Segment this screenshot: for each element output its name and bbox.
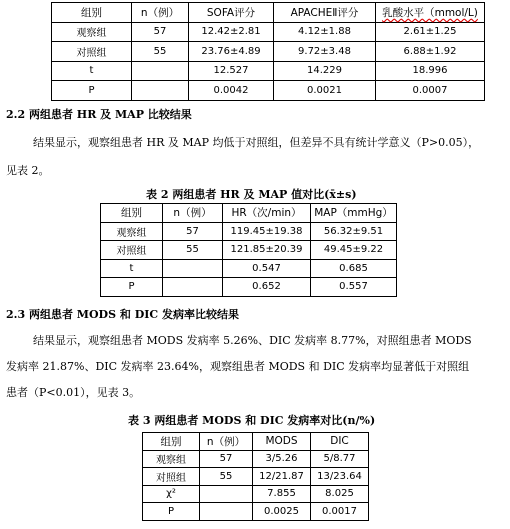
- table-cell: 55: [163, 241, 223, 260]
- table-row: [143, 450, 369, 468]
- paragraph-2-2-line-2: 见表 2。: [6, 164, 50, 177]
- table-cell: 49.45±9.22: [311, 241, 397, 260]
- table-row: [52, 22, 485, 42]
- table-cell: 观察组: [101, 222, 163, 241]
- table-3: [142, 432, 369, 521]
- table-cell: 0.0007: [376, 81, 485, 101]
- table-row: [101, 259, 397, 278]
- table-cell: 55: [132, 42, 189, 62]
- header-cell: MODS: [253, 433, 311, 451]
- table-cell: 12.42±2.81: [189, 22, 274, 42]
- table-cell: 对照组: [101, 241, 163, 260]
- table-cell: t: [52, 61, 132, 81]
- table-2: [100, 203, 397, 297]
- table-1: [51, 2, 485, 101]
- table-row: [143, 485, 369, 503]
- table-header-row: [52, 3, 485, 23]
- table-cell: 0.557: [311, 278, 397, 297]
- table-cell: 5/8.77: [311, 450, 369, 468]
- table-cell: χ²: [143, 485, 200, 503]
- table-cell: 13/23.64: [311, 468, 369, 486]
- table-cell: 0.0025: [253, 503, 311, 521]
- table-cell: 3/5.26: [253, 450, 311, 468]
- table-cell: 6.88±1.92: [376, 42, 485, 62]
- table-cell: P: [143, 503, 200, 521]
- table-cell: [163, 278, 223, 297]
- table-cell: 0.547: [223, 259, 311, 278]
- paragraph-2-3-line-1: 结果显示，观察组患者 MODS 发病率 5.26%、DIC 发病率 8.77%，对照组患者 MODS: [33, 334, 472, 347]
- header-cell: n（例）: [132, 3, 189, 23]
- header-cell: HR（次/min）: [223, 204, 311, 223]
- table-3-caption: 表 3 两组患者 MODS 和 DIC 发病率对比(n/%): [128, 414, 376, 427]
- header-cell: MAP（mmHg）: [311, 204, 397, 223]
- table-cell: t: [101, 259, 163, 278]
- table-row: [143, 503, 369, 521]
- table-cell: 0.0021: [274, 81, 376, 101]
- header-cell: APACHEⅡ评分: [274, 3, 376, 23]
- table-row: [52, 81, 485, 101]
- table-row: [101, 241, 397, 260]
- header-cell: n（例）: [200, 433, 253, 451]
- table-cell: 观察组: [52, 22, 132, 42]
- table-cell: [132, 61, 189, 81]
- paragraph-2-3-line-2: 发病率 21.87%、DIC 发病率 23.64%，观察组患者 MODS 和 DIC 发病率均显著低于对照组: [6, 360, 470, 373]
- table-row: [101, 222, 397, 241]
- table-cell: 0.685: [311, 259, 397, 278]
- table-cell: 57: [132, 22, 189, 42]
- header-cell: 组别: [101, 204, 163, 223]
- table-cell: 8.025: [311, 485, 369, 503]
- table-cell: 18.996: [376, 61, 485, 81]
- table-cell: [163, 259, 223, 278]
- table-cell: 119.45±19.38: [223, 222, 311, 241]
- header-cell: SOFA评分: [189, 3, 274, 23]
- table-cell: 23.76±4.89: [189, 42, 274, 62]
- table-cell: 9.72±3.48: [274, 42, 376, 62]
- table-cell: 12/21.87: [253, 468, 311, 486]
- table-cell: 12.527: [189, 61, 274, 81]
- table-cell: 4.12±1.88: [274, 22, 376, 42]
- header-cell: n（例）: [163, 204, 223, 223]
- table-cell: 2.61±1.25: [376, 22, 485, 42]
- table-row: [143, 468, 369, 486]
- table-cell: P: [101, 278, 163, 297]
- table-cell: 56.32±9.51: [311, 222, 397, 241]
- table-row: [101, 278, 397, 297]
- section-heading-2-2: 2.2 两组患者 HR 及 MAP 比较结果: [6, 108, 192, 121]
- paragraph-2-3-line-3: 患者（P<0.01），见表 3。: [6, 386, 141, 399]
- table-cell: 55: [200, 468, 253, 486]
- table-cell: [200, 485, 253, 503]
- table-cell: [200, 503, 253, 521]
- header-cell: DIC: [311, 433, 369, 451]
- table-cell: 对照组: [143, 468, 200, 486]
- table-row: [52, 42, 485, 62]
- table-cell: 57: [163, 222, 223, 241]
- table-2-caption: 表 2 两组患者 HR 及 MAP 值对比(x̄±s): [146, 188, 357, 201]
- table-cell: 14.229: [274, 61, 376, 81]
- table-cell: 0.0042: [189, 81, 274, 101]
- table-row: [52, 61, 485, 81]
- table-header-row: [143, 433, 369, 451]
- table-cell: 对照组: [52, 42, 132, 62]
- table-cell: 121.85±20.39: [223, 241, 311, 260]
- table-cell: 0.652: [223, 278, 311, 297]
- table-cell: P: [52, 81, 132, 101]
- header-cell-text: 乳酸水平（mmol/L): [382, 6, 478, 19]
- header-cell: [376, 3, 485, 23]
- table-cell: 观察组: [143, 450, 200, 468]
- table-cell: 0.0017: [311, 503, 369, 521]
- section-heading-2-3: 2.3 两组患者 MODS 和 DIC 发病率比较结果: [6, 308, 239, 321]
- table-cell: 57: [200, 450, 253, 468]
- table-header-row: [101, 204, 397, 223]
- table-cell: 7.855: [253, 485, 311, 503]
- header-cell: 组别: [52, 3, 132, 23]
- table-cell: [132, 81, 189, 101]
- paragraph-2-2-line-1: 结果显示，观察组患者 HR 及 MAP 均低于对照组，但差异不具有统计学意义（P>0.05），: [33, 136, 480, 149]
- header-cell: 组别: [143, 433, 200, 451]
